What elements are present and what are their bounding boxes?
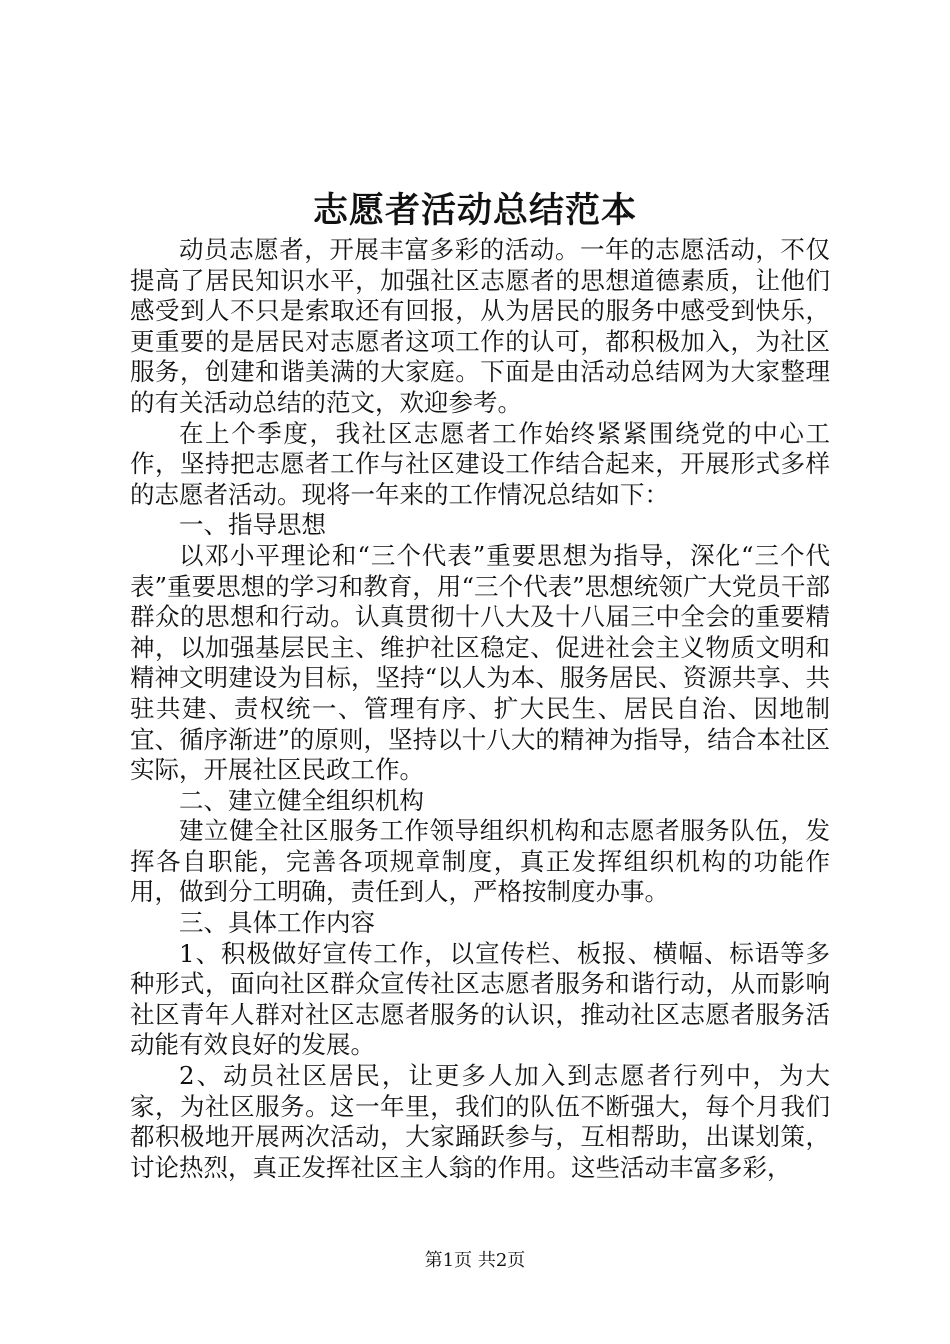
document-title: 志愿者活动总结范本 [312, 190, 637, 231]
document-body [130, 235, 830, 1183]
section-heading-work-content: 三、具体工作内容 [179, 908, 375, 938]
paragraph-overview: 在上个季度，我社区志愿者工作始终紧紧围绕党的中心工作，坚持把志愿者工作与社区建设工作结合起来，开展形式多样的志愿者活动。现将一年来的工作情况总结如下： [130, 418, 830, 509]
paragraph-work-item-1: 1、积极做好宣传工作，以宣传栏、板报、横幅、标语等多种形式，面向社区群众宣传社区志愿者服务和谐行动，从而影响社区青年人群对社区志愿者服务的认识，推动社区志愿者服务活动能有效良好的发展。 [130, 938, 830, 1060]
page-footer: 第1页 共2页 [424, 1250, 526, 1271]
paragraph-organization: 建立健全社区服务工作领导组织机构和志愿者服务队伍，发挥各自职能，完善各项规章制度，真正发挥组织机构的功能作用，做到分工明确，责任到人，严格按制度办事。 [130, 816, 830, 907]
paragraph-guiding-thought: 以邓小平理论和“三个代表”重要思想为指导，深化“三个代表”重要思想的学习和教育，用“三个代表”思想统领广大党员干部群众的思想和行动。认真贯彻十八大及十八届三中全会的重要精神，以加强基层民主、维护社区稳定、促进社会主义物质文明和精神文明建设为目标，坚持“以人为本、服务居民、资源共享、共驻共建、责权统一、管理有序、扩大民生、居民自治、因地制宜、循序渐进”的原则，坚持以十八大的精神为指导，结合本社区实际，开展社区民政工作。 [130, 540, 830, 785]
section-heading-organization: 二、建立健全组织机构 [179, 785, 424, 815]
section-heading-guiding-thought: 一、指导思想 [179, 510, 326, 540]
paragraph-work-item-2: 2、动员社区居民，让更多人加入到志愿者行列中，为大家，为社区服务。这一年里，我们的队伍不断强大，每个月我们都积极地开展两次活动，大家踊跃参与，互相帮助，出谋划策，讨论热烈，真正发挥社区主人翁的作用。这些活动丰富多彩， [130, 1061, 830, 1182]
paragraph-intro: 动员志愿者，开展丰富多彩的活动。一年的志愿活动，不仅提高了居民知识水平，加强社区志愿者的思想道德素质，让他们感受到人不只是索取还有回报，从为居民的服务中感受到快乐，更重要的是居民对志愿者这项工作的认可，都积极加入，为社区服务，创建和谐美满的大家庭。下面是由活动总结网为大家整理的有关活动总结的范文，欢迎参考。 [130, 235, 830, 417]
